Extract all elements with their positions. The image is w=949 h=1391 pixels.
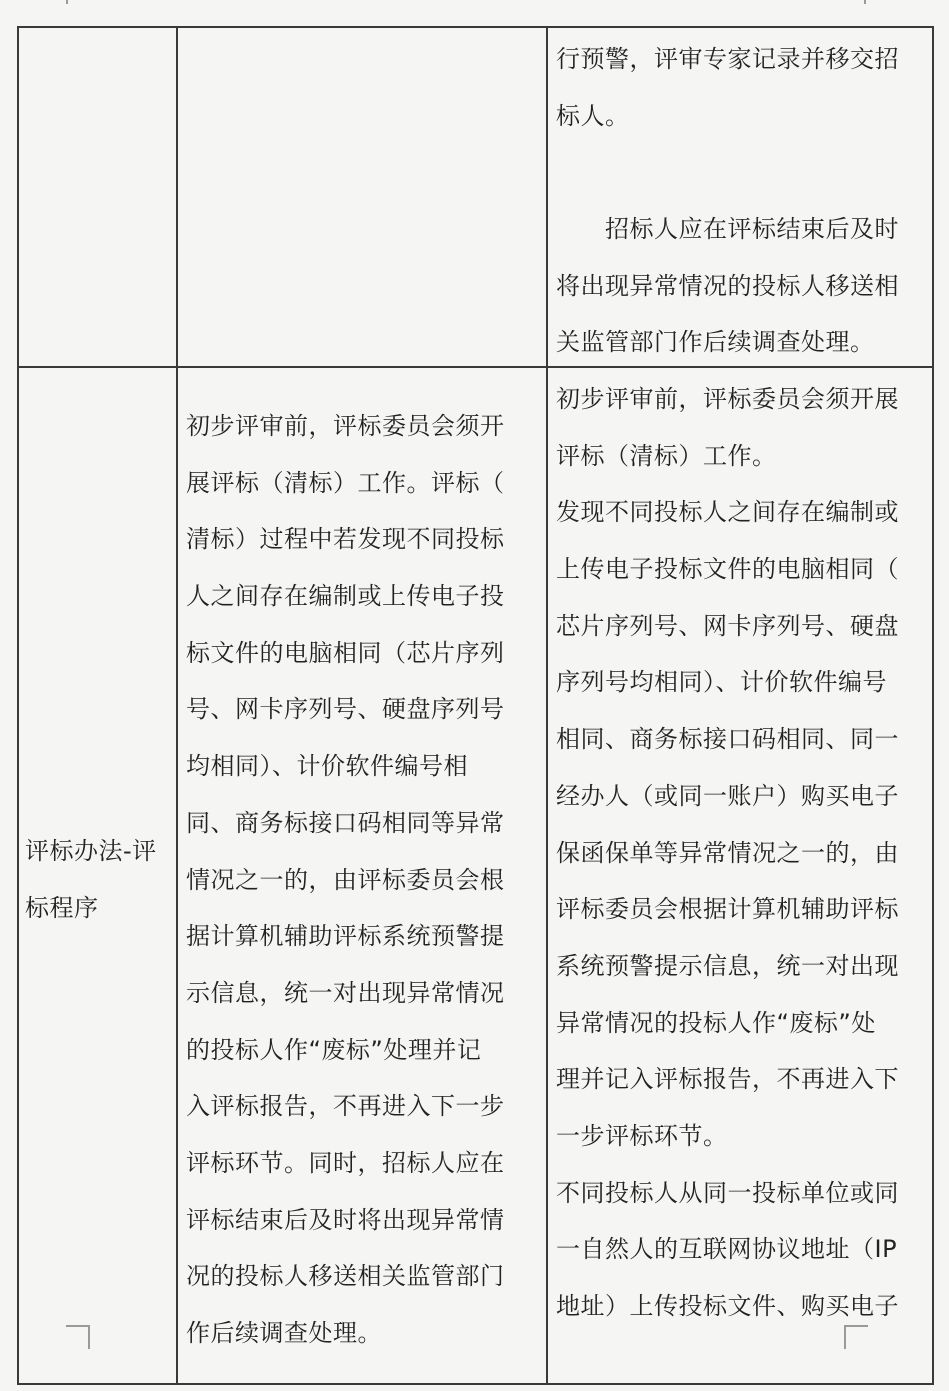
row2-col2-line: 作后续调查处理。 (186, 1319, 382, 1347)
row2-col1-line: 评标办法-评 (25, 837, 157, 865)
crop-mark-bottom-left (66, 1325, 90, 1349)
row2-col3-line: 系统预警提示信息，统一对出现 (556, 951, 899, 980)
row2-col3-line: 序列号均相同）、计价软件编号 (556, 668, 887, 697)
crop-mark-bottom-right (844, 1325, 868, 1349)
column-divider-2 (546, 28, 548, 1383)
row2-col3-line: 发现不同投标人之间存在编制或 (556, 498, 899, 527)
row1-col3-line: 将出现异常情况的投标人移送相 (556, 271, 899, 300)
row2-col2-line: 展评标（清标）工作。评标（ (186, 468, 505, 497)
comparison-table (17, 26, 934, 1385)
row1-col3-text (556, 31, 899, 371)
row2-col2-line: 评标结束后及时将出现异常情 (186, 1205, 505, 1234)
row2-col3-line: 评标委员会根据计算机辅助评标 (556, 895, 899, 924)
row2-col1-label (25, 823, 157, 936)
row2-col2-line: 示信息，统一对出现异常情况 (186, 978, 505, 1007)
row2-col2-line: 人之间存在编制或上传电子投 (186, 582, 505, 611)
row1-col3-line: 标人。 (556, 101, 630, 130)
row2-col3-line: 上传电子投标文件的电脑相同（ (556, 555, 899, 584)
row2-col2-line: 情况之一的，由评标委员会根 (186, 865, 505, 894)
row2-col3-line: 评标（清标）工作。 (556, 441, 777, 470)
row2-col3-line: 芯片序列号、网卡序列号、硬盘 (556, 611, 899, 640)
row2-col2-line: 据计算机辅助评标系统预警提 (186, 922, 505, 951)
row2-col2-line: 的投标人作“废标”处理并记 (186, 1035, 482, 1064)
row2-col2-original-text (186, 398, 505, 1362)
row2-col2-line: 入评标报告，不再进入下一步 (186, 1092, 505, 1121)
row2-col2-line: 标文件的电脑相同（芯片序列 (186, 638, 505, 667)
crop-mark-top-left (66, 0, 90, 4)
row1-col3-line: 招标人应在评标结束后及时 (556, 215, 899, 244)
column-divider-1 (176, 28, 178, 1383)
crop-mark-top-right (864, 0, 888, 4)
row2-col3-line: 相同、商务标接口码相同、同一 (556, 725, 899, 754)
row2-col3-line: 地址）上传投标文件、购买电子 (556, 1292, 899, 1320)
row2-col1-line: 标程序 (25, 893, 99, 922)
row2-col2-line: 清标）过程中若发现不同投标 (186, 525, 505, 554)
row2-col2-line: 同、商务标接口码相同等异常 (186, 808, 505, 837)
row2-col2-line: 评标环节。同时，招标人应在 (186, 1148, 505, 1177)
row2-col2-line: 均相同）、计价软件编号相 (186, 752, 468, 781)
row2-col2-line: 号、网卡序列号、硬盘序列号 (186, 695, 505, 724)
row2-col2-line: 初步评审前，评标委员会须开 (186, 412, 505, 440)
row2-col3-revised-text (556, 371, 899, 1335)
row2-col3-line: 不同投标人从同一投标单位或同 (556, 1178, 899, 1207)
row2-col3-line: 经办人（或同一账户）购买电子 (556, 781, 899, 810)
row2-col3-line: 理并记入评标报告，不再进入下 (556, 1065, 899, 1094)
row2-col3-line: 一步评标环节。 (556, 1121, 728, 1150)
row2-col3-line: 初步评审前，评标委员会须开展 (556, 385, 899, 413)
row1-col3-line: 关监管部门作后续调查处理。 (556, 328, 875, 357)
row1-col3-line: 行预警，评审专家记录并移交招 (556, 45, 899, 73)
row2-col3-line: 一自然人的互联网协议地址（IP (556, 1235, 898, 1264)
row2-col3-line: 保函保单等异常情况之一的，由 (556, 838, 899, 867)
row2-col2-line: 况的投标人移送相关监管部门 (186, 1262, 505, 1291)
row2-col3-line: 异常情况的投标人作“废标”处 (556, 1008, 876, 1037)
row1-col3-line (556, 144, 899, 201)
